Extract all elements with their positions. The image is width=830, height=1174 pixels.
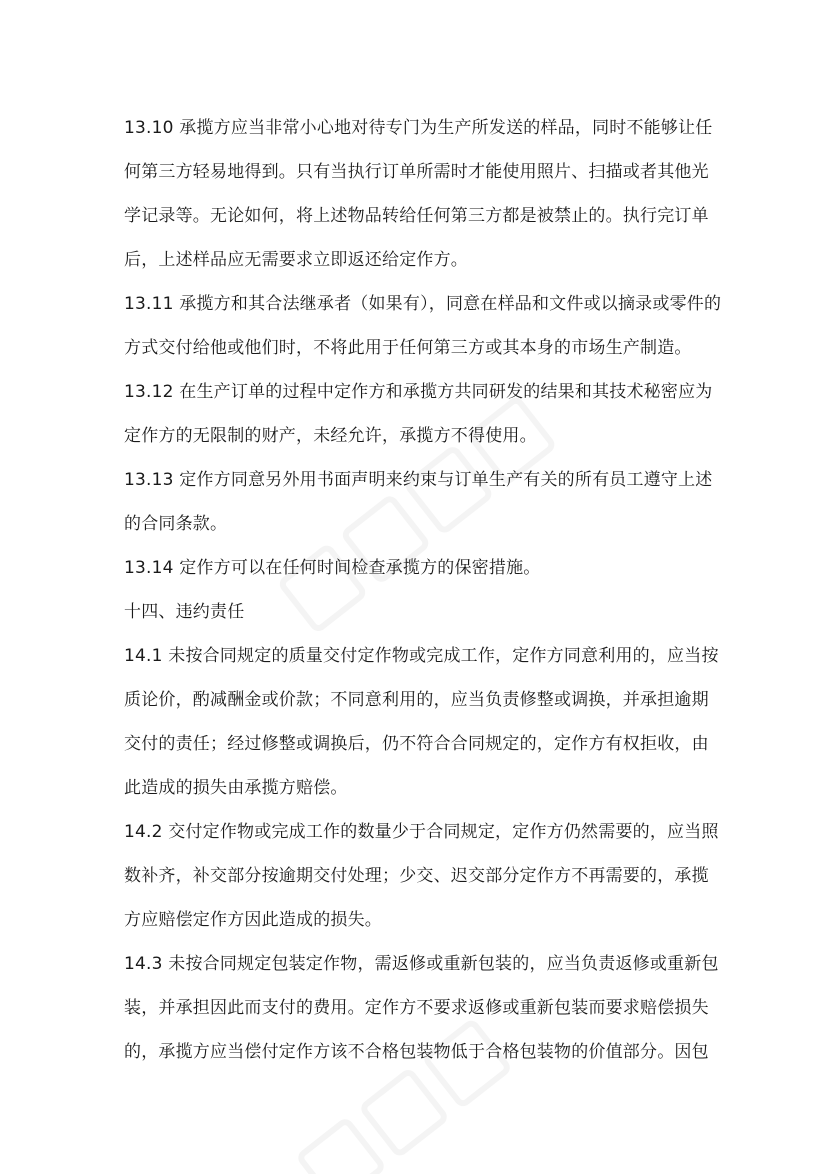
- text-line: 质论价，酌减酬金或价款；不同意利用的，应当负责修整或调换，并承担逾期: [124, 690, 709, 710]
- text-line: 14.2 交付定作物或完成工作的数量少于合同规定，定作方仍然需要的，应当照: [124, 822, 719, 842]
- document-body: [124, 106, 722, 1074]
- text-line: 此造成的损失由承揽方赔偿。: [124, 778, 348, 798]
- text-line: 方应赔偿定作方因此造成的损失。: [124, 910, 382, 930]
- text-line: 后，上述样品应无需要求立即返还给定作方。: [124, 250, 468, 270]
- text-line: 14.1 未按合同规定的质量交付定作物或完成工作，定作方同意利用的，应当按: [124, 646, 719, 666]
- text-line: 交付的责任；经过修整或调换后，仍不符合合同规定的，定作方有权拒收，由: [124, 734, 709, 754]
- text-line: 数补齐，补交部分按逾期交付处理；少交、迟交部分定作方不再需要的，承揽: [124, 866, 709, 886]
- text-line: 定作方的无限制的财产，未经允许，承揽方不得使用。: [124, 426, 537, 446]
- text-line: 装，并承担因此而支付的费用。定作方不要求返修或重新包装而要求赔偿损失: [124, 998, 709, 1018]
- text-line: 13.13 定作方同意另外用书面声明来约束与订单生产有关的所有员工遵守上述: [124, 470, 713, 490]
- text-line: 13.10 承揽方应当非常小心地对待专门为生产所发送的样品，同时不能够让任: [124, 118, 713, 138]
- text-line: 13.12 在生产订单的过程中定作方和承揽方共同研发的结果和其技术秘密应为: [124, 382, 713, 402]
- text-line: 的合同条款。: [124, 514, 228, 534]
- text-line: 的，承揽方应当偿付定作方该不合格包装物低于合格包装物的价值部分。因包: [124, 1042, 709, 1062]
- text-line: 方式交付给他或他们时，不将此用于任何第三方或其本身的市场生产制造。: [124, 338, 692, 358]
- section-heading: 十四、违约责任: [124, 602, 245, 622]
- text-line: 学记录等。无论如何，将上述物品转给任何第三方都是被禁止的。执行完订单: [124, 206, 709, 226]
- text-line: 14.3 未按合同规定包装定作物，需返修或重新包装的，应当负责返修或重新包: [124, 954, 719, 974]
- text-line: 何第三方轻易地得到。只有当执行订单所需时才能使用照片、扫描或者其他光: [124, 162, 709, 182]
- text-line: 13.14 定作方可以在任何时间检查承揽方的保密措施。: [124, 558, 541, 578]
- text-line: 13.11 承揽方和其合法继承者（如果有），同意在样品和文件或以摘录或零件的: [124, 294, 722, 314]
